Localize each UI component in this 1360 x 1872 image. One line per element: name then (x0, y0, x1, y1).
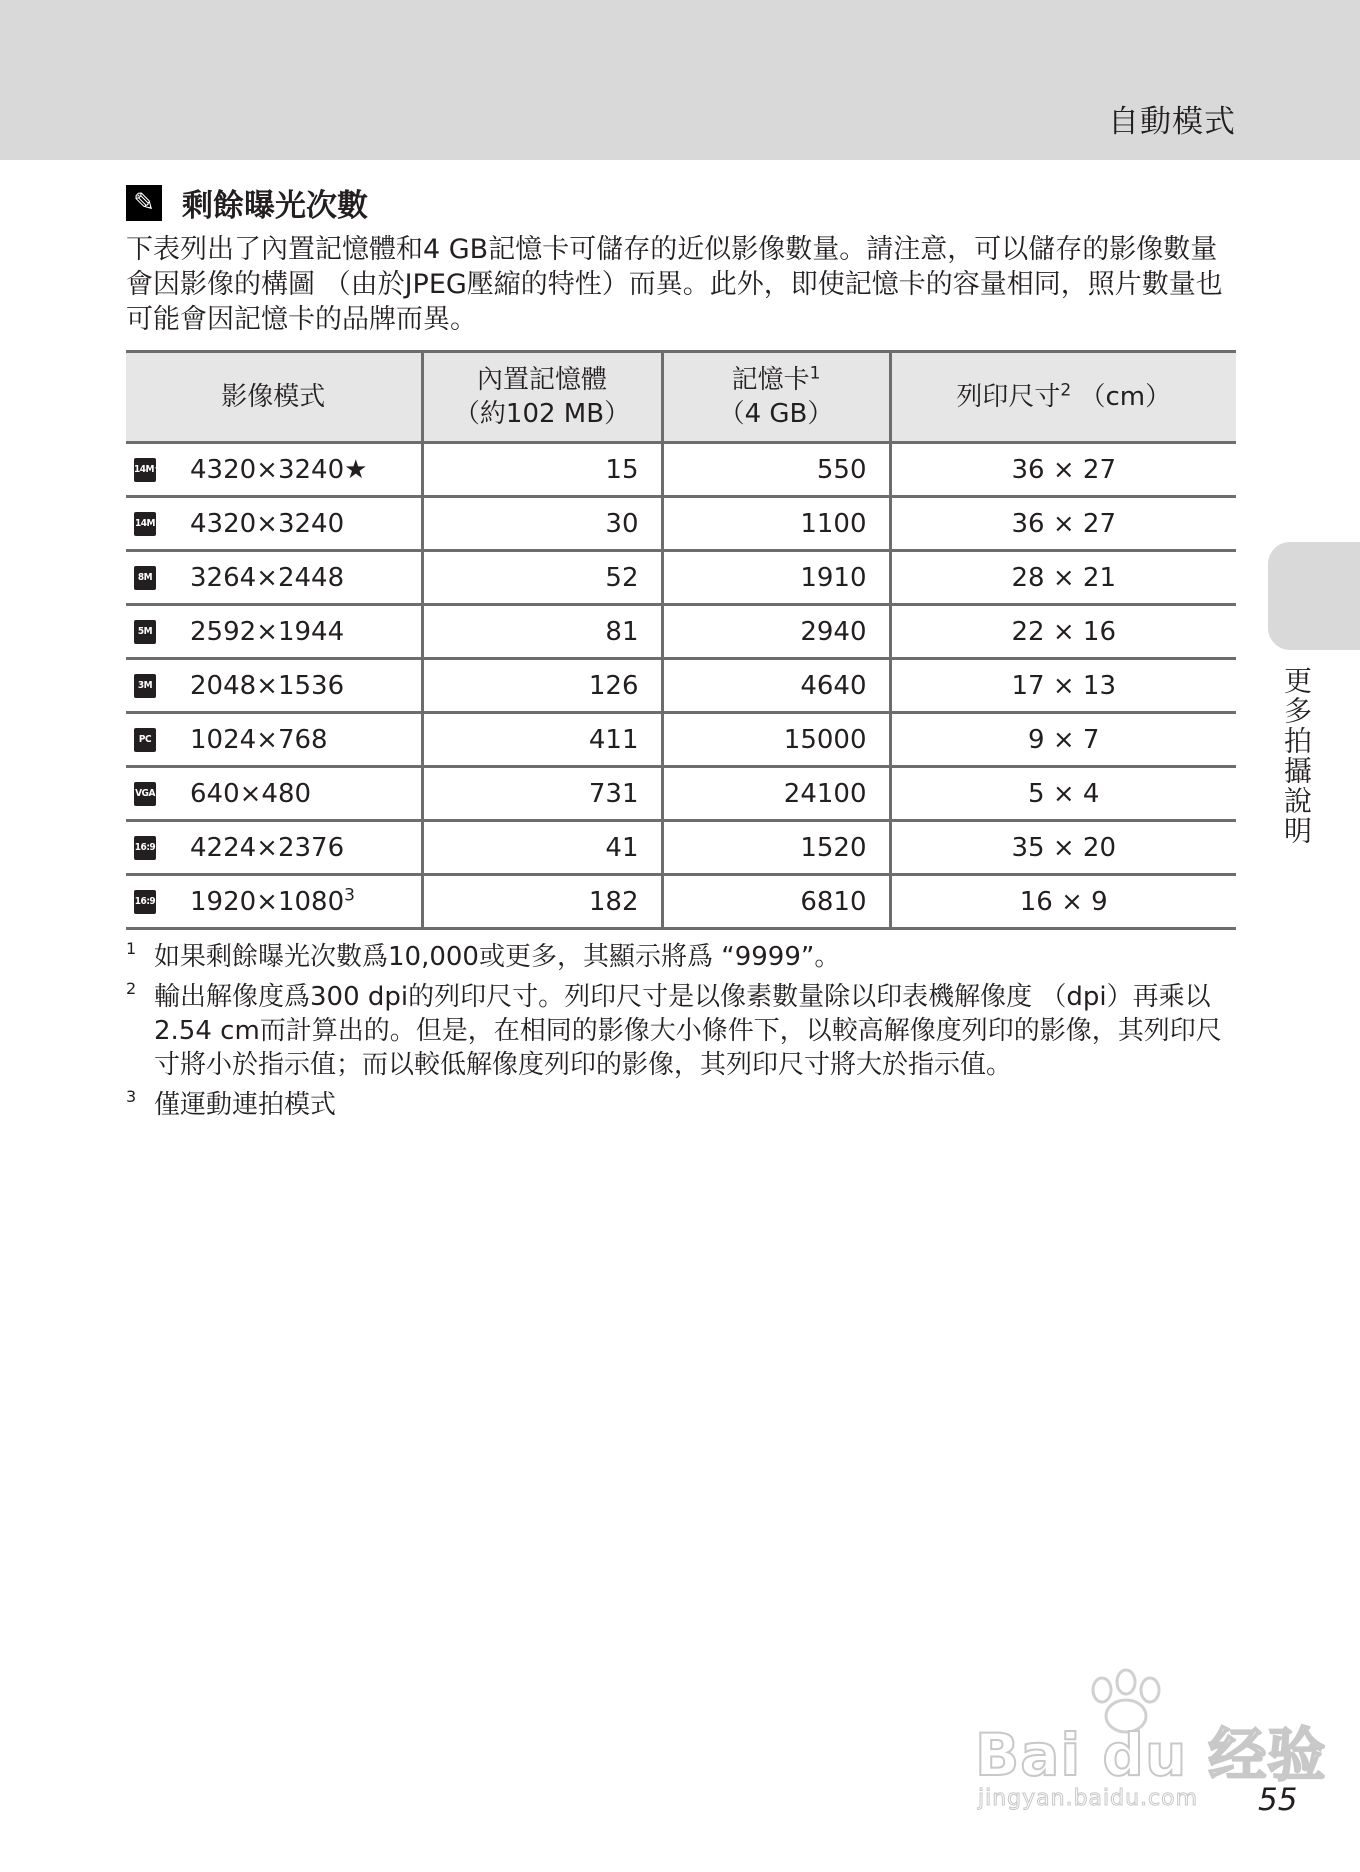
image-mode-size: 1024×768 (190, 724, 328, 755)
image-mode-sup: 3 (344, 884, 355, 905)
cell-internal-count: 41 (422, 821, 662, 875)
table-row (126, 551, 1236, 605)
cell-print-size: 28 × 21 (890, 551, 1236, 605)
cell-image-mode (126, 497, 422, 551)
image-mode-icon: 16:9 (134, 836, 156, 860)
cell-print-size: 22 × 16 (890, 605, 1236, 659)
header-internal-line2: （約102 MB） (453, 399, 631, 429)
image-mode-icon: 3M (134, 674, 156, 698)
image-mode-icon: 8M (134, 566, 156, 590)
footnotes (126, 940, 1236, 1128)
cell-internal-count: 30 (422, 497, 662, 551)
watermark-url: jingyan.baidu.com (978, 1786, 1199, 1811)
page-number: 55 (1258, 1782, 1298, 1818)
footnote-mark: 2 (126, 979, 137, 998)
image-mode-size: 4320×3240★ (190, 454, 368, 485)
cell-card-count: 24100 (662, 767, 890, 821)
footnote-text: 如果剩餘曝光次數爲10,000或更多，其顯示將爲 “9999”。 (154, 942, 841, 972)
footnote-mark: 3 (126, 1087, 137, 1106)
cell-card-count: 4640 (662, 659, 890, 713)
cell-image-mode (126, 875, 422, 929)
footnote (126, 980, 1236, 1082)
cell-image-mode (126, 659, 422, 713)
cell-print-size: 36 × 27 (890, 497, 1236, 551)
image-count-table (126, 350, 1236, 930)
cell-internal-count: 182 (422, 875, 662, 929)
intro-paragraph: 下表列出了內置記憶體和4 GB記憶卡可儲存的近似影像數量。請注意，可以儲存的影像數量會因影像的構圖 （由於JPEG壓縮的特性）而異。此外，即使記憶卡的容量相同，照片數量也可能會因記憶卡的品牌而異。 (126, 234, 1223, 335)
table-row (126, 497, 1236, 551)
header-internal-memory (422, 352, 662, 443)
image-mode-icon: 16:9 (134, 890, 156, 914)
header-card-sup: 1 (809, 363, 821, 384)
footnote (126, 940, 1236, 974)
cell-internal-count: 731 (422, 767, 662, 821)
image-mode-size: 3264×2448 (190, 562, 345, 593)
pencil-note-icon: ✎ (126, 185, 162, 221)
header-print-unit: （cm） (1079, 382, 1172, 412)
header-print-size (890, 352, 1236, 443)
cell-card-count: 6810 (662, 875, 890, 929)
header-internal-line1: 內置記憶體 (476, 365, 607, 395)
cell-image-mode (126, 821, 422, 875)
cell-print-size: 36 × 27 (890, 443, 1236, 497)
cell-print-size: 16 × 9 (890, 875, 1236, 929)
cell-card-count: 1910 (662, 551, 890, 605)
image-mode-size: 4320×3240 (190, 508, 345, 539)
header-print-sup: 2 (1060, 380, 1072, 401)
cell-image-mode (126, 767, 422, 821)
image-mode-icon: PC (134, 728, 156, 752)
cell-image-mode (126, 605, 422, 659)
cell-print-size: 35 × 20 (890, 821, 1236, 875)
cell-print-size: 17 × 13 (890, 659, 1236, 713)
cell-card-count: 550 (662, 443, 890, 497)
image-mode-size: 1920×1080 (190, 886, 345, 917)
footnote-text: 僅運動連拍模式 (154, 1090, 337, 1120)
cell-internal-count: 126 (422, 659, 662, 713)
header-card-line2: （4 GB） (718, 399, 834, 429)
cell-image-mode (126, 443, 422, 497)
cell-print-size: 9 × 7 (890, 713, 1236, 767)
table-row (126, 713, 1236, 767)
table-header-row (126, 352, 1236, 443)
footnote-mark: 1 (126, 939, 137, 958)
cell-internal-count: 411 (422, 713, 662, 767)
cell-card-count: 2940 (662, 605, 890, 659)
image-mode-icon: VGA (134, 782, 156, 806)
footnote-text: 輸出解像度爲300 dpi的列印尺寸。列印尺寸是以像素數量除以印表機解像度 （dpi）再乘以2.54 cm而計算出的。但是，在相同的影像大小條件下，以較高解像度列印的影像，其列印尺寸將小於指示值；而以較低解像度列印的影像，其列印尺寸將大於指示值。 (154, 982, 1222, 1080)
cell-internal-count: 15 (422, 443, 662, 497)
table-row (126, 821, 1236, 875)
cell-internal-count: 81 (422, 605, 662, 659)
image-mode-size: 2592×1944 (190, 616, 345, 647)
header-image-mode (126, 352, 422, 443)
image-mode-size: 640×480 (190, 778, 312, 809)
image-mode-size: 2048×1536 (190, 670, 345, 701)
table-row (126, 605, 1236, 659)
side-tab-label: 更多拍攝說明 (1280, 666, 1313, 846)
table-row (126, 443, 1236, 497)
side-tab (1268, 542, 1360, 650)
header-memory-card (662, 352, 890, 443)
cell-card-count: 1100 (662, 497, 890, 551)
cell-image-mode (126, 713, 422, 767)
image-mode-icon: 14M (134, 512, 156, 536)
header-card-line1: 記憶卡 (731, 365, 810, 395)
section-heading (126, 180, 368, 225)
footnote (126, 1088, 1236, 1122)
cell-print-size: 5 × 4 (890, 767, 1236, 821)
cell-card-count: 15000 (662, 713, 890, 767)
chapter-title: 自動模式 (1108, 104, 1236, 140)
table-row (126, 875, 1236, 929)
section-title: 剩餘曝光次數 (182, 188, 368, 224)
table-row (126, 767, 1236, 821)
cell-internal-count: 52 (422, 551, 662, 605)
image-mode-size: 4224×2376 (190, 832, 345, 863)
watermark-brand: Bai du 经验 (975, 1721, 1327, 1789)
cell-card-count: 1520 (662, 821, 890, 875)
header-image-mode-label: 影像模式 (221, 382, 326, 412)
image-mode-icon: 14M★ (134, 458, 156, 482)
header-print-label: 列印尺寸 (956, 382, 1061, 412)
cell-image-mode (126, 551, 422, 605)
image-mode-icon: 5M (134, 620, 156, 644)
table-row (126, 659, 1236, 713)
